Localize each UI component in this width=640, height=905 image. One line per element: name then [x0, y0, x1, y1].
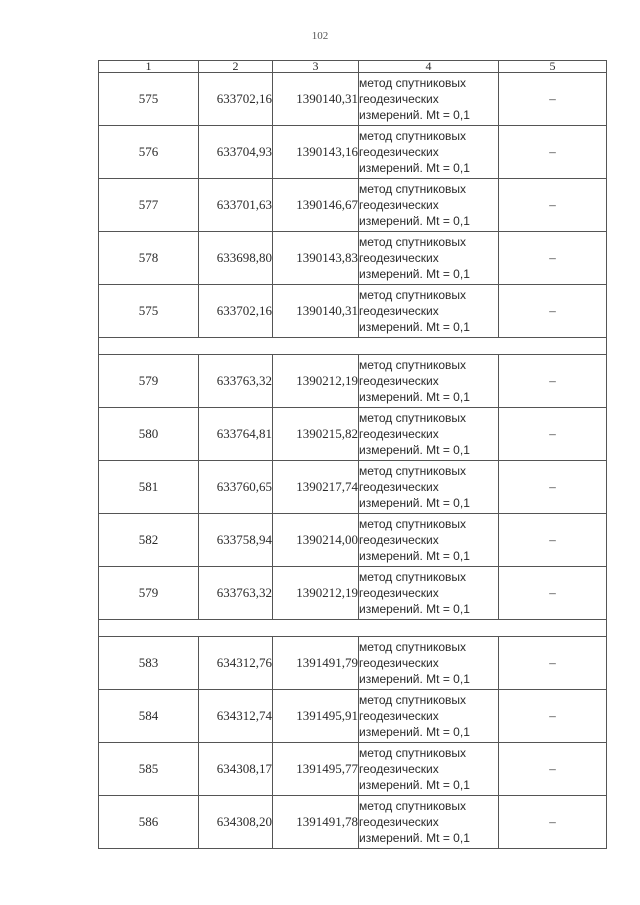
x-coordinate-cell: 633763,32: [199, 567, 273, 620]
x-coordinate-cell: 633704,93: [199, 126, 273, 179]
note-cell: –: [499, 355, 607, 408]
x-coordinate-cell: 633702,16: [199, 73, 273, 126]
point-number-cell: 577: [99, 179, 199, 232]
x-coordinate-cell: 633760,65: [199, 461, 273, 514]
note-cell: –: [499, 461, 607, 514]
x-coordinate-cell: 633764,81: [199, 408, 273, 461]
note-cell: –: [499, 796, 607, 849]
x-coordinate-cell: 634308,20: [199, 796, 273, 849]
method-cell: метод спутниковых геодезических измерений. Mt = 0,1: [359, 355, 499, 408]
group-separator-row: [99, 620, 607, 637]
y-coordinate-cell: 1390214,00: [273, 514, 359, 567]
y-coordinate-cell: 1390215,82: [273, 408, 359, 461]
table-body: [99, 73, 607, 849]
x-coordinate-cell: 634308,17: [199, 743, 273, 796]
x-coordinate-cell: 633758,94: [199, 514, 273, 567]
y-coordinate-cell: 1391491,78: [273, 796, 359, 849]
table-row: [99, 743, 607, 796]
y-coordinate-cell: 1391495,77: [273, 743, 359, 796]
table-row: [99, 408, 607, 461]
table-row: [99, 567, 607, 620]
table-row: [99, 73, 607, 126]
note-cell: –: [499, 179, 607, 232]
method-cell: метод спутниковых геодезических измерений. Mt = 0,1: [359, 567, 499, 620]
column-header: 1: [99, 61, 199, 73]
y-coordinate-cell: 1390140,31: [273, 73, 359, 126]
point-number-cell: 584: [99, 690, 199, 743]
page-number: 102: [311, 30, 329, 42]
method-cell: метод спутниковых геодезических измерений. Mt = 0,1: [359, 514, 499, 567]
table-row: [99, 179, 607, 232]
point-number-cell: 585: [99, 743, 199, 796]
y-coordinate-cell: 1390143,83: [273, 232, 359, 285]
point-number-cell: 580: [99, 408, 199, 461]
x-coordinate-cell: 633702,16: [199, 285, 273, 338]
point-number-cell: 575: [99, 285, 199, 338]
table-row: [99, 285, 607, 338]
point-number-cell: 581: [99, 461, 199, 514]
method-cell: метод спутниковых геодезических измерений. Mt = 0,1: [359, 690, 499, 743]
table-row: [99, 126, 607, 179]
x-coordinate-cell: 633698,80: [199, 232, 273, 285]
y-coordinate-cell: 1390143,16: [273, 126, 359, 179]
method-cell: метод спутниковых геодезических измерений. Mt = 0,1: [359, 126, 499, 179]
table-header-row: [99, 61, 607, 73]
point-number-cell: 579: [99, 355, 199, 408]
point-number-cell: 576: [99, 126, 199, 179]
point-number-cell: 582: [99, 514, 199, 567]
note-cell: –: [499, 514, 607, 567]
point-number-cell: 586: [99, 796, 199, 849]
note-cell: –: [499, 232, 607, 285]
note-cell: –: [499, 126, 607, 179]
point-number-cell: 583: [99, 637, 199, 690]
separator-cell: [99, 338, 607, 355]
note-cell: –: [499, 637, 607, 690]
y-coordinate-cell: 1390217,74: [273, 461, 359, 514]
point-number-cell: 578: [99, 232, 199, 285]
note-cell: –: [499, 73, 607, 126]
table-row: [99, 232, 607, 285]
note-cell: –: [499, 567, 607, 620]
note-cell: –: [499, 285, 607, 338]
table-row: [99, 514, 607, 567]
x-coordinate-cell: 633763,32: [199, 355, 273, 408]
column-header: 5: [499, 61, 607, 73]
method-cell: метод спутниковых геодезических измерений. Mt = 0,1: [359, 637, 499, 690]
table-row: [99, 796, 607, 849]
note-cell: –: [499, 408, 607, 461]
x-coordinate-cell: 634312,74: [199, 690, 273, 743]
coordinates-table: [98, 60, 607, 849]
method-cell: метод спутниковых геодезических измерений. Mt = 0,1: [359, 73, 499, 126]
note-cell: –: [499, 743, 607, 796]
group-separator-row: [99, 338, 607, 355]
y-coordinate-cell: 1391491,79: [273, 637, 359, 690]
y-coordinate-cell: 1390140,31: [273, 285, 359, 338]
method-cell: метод спутниковых геодезических измерений. Mt = 0,1: [359, 179, 499, 232]
method-cell: метод спутниковых геодезических измерений. Mt = 0,1: [359, 408, 499, 461]
x-coordinate-cell: 633701,63: [199, 179, 273, 232]
table-row: [99, 355, 607, 408]
y-coordinate-cell: 1390212,19: [273, 567, 359, 620]
method-cell: метод спутниковых геодезических измерений. Mt = 0,1: [359, 796, 499, 849]
y-coordinate-cell: 1390146,67: [273, 179, 359, 232]
column-header: 2: [199, 61, 273, 73]
x-coordinate-cell: 634312,76: [199, 637, 273, 690]
y-coordinate-cell: 1391495,91: [273, 690, 359, 743]
method-cell: метод спутниковых геодезических измерений. Mt = 0,1: [359, 461, 499, 514]
table-row: [99, 690, 607, 743]
point-number-cell: 575: [99, 73, 199, 126]
note-cell: –: [499, 690, 607, 743]
point-number-cell: 579: [99, 567, 199, 620]
separator-cell: [99, 620, 607, 637]
table-row: [99, 637, 607, 690]
column-header: 4: [359, 61, 499, 73]
method-cell: метод спутниковых геодезических измерений. Mt = 0,1: [359, 743, 499, 796]
method-cell: метод спутниковых геодезических измерений. Mt = 0,1: [359, 285, 499, 338]
method-cell: метод спутниковых геодезических измерений. Mt = 0,1: [359, 232, 499, 285]
table-row: [99, 461, 607, 514]
column-header: 3: [273, 61, 359, 73]
y-coordinate-cell: 1390212,19: [273, 355, 359, 408]
